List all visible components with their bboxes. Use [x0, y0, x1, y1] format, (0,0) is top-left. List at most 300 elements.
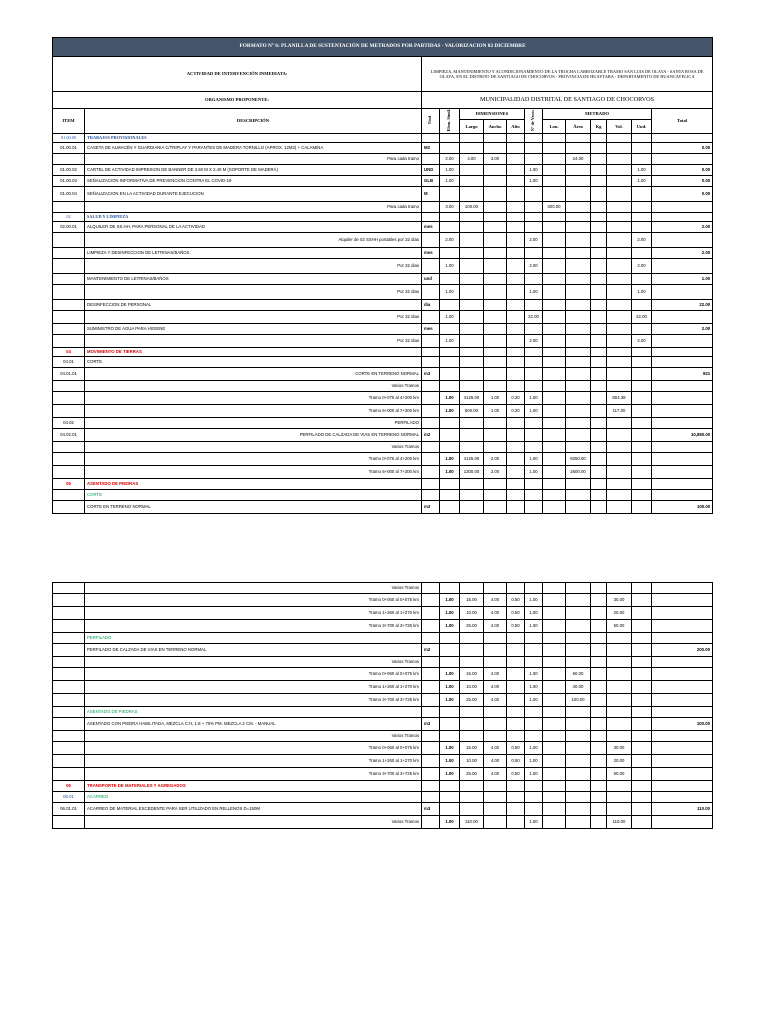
cell-und: dia [422, 300, 440, 311]
cell-lon [543, 490, 566, 501]
cell-alto [507, 134, 525, 143]
cell-desc: SEÑALIZACION INFORMATIVA DE PREVENCION CONTRA EL COVID-19 [85, 176, 422, 187]
cell-und2: 1.00 [632, 165, 652, 176]
cell-lon [543, 357, 566, 368]
cell-alto [507, 213, 525, 222]
cell-und: m3 [422, 368, 440, 381]
cell-ancho [484, 222, 507, 233]
organismo-value: MUNICIPALIDAD DISTRITAL DE SANTIAGO DE CHOCORVOS [422, 92, 713, 109]
cell-vol [607, 357, 632, 368]
cell-kg [591, 248, 607, 259]
cell-vol [607, 324, 632, 335]
cell-total [652, 311, 713, 324]
cell-alto: 0.20 [507, 405, 525, 418]
cell-vol [607, 274, 632, 285]
cell-desc: Tramo 0+060 al 0+075 km [85, 594, 422, 607]
cell-veces: 1.00 [525, 392, 543, 405]
cell-alto: 0.50 [507, 607, 525, 620]
cell-elem [440, 644, 460, 657]
cell-veces [525, 134, 543, 143]
cell-und [422, 335, 440, 348]
cell-elem [440, 442, 460, 453]
cell-elem: 1.00 [440, 607, 460, 620]
cell-item [53, 707, 85, 718]
cell-veces [525, 442, 543, 453]
col-alto: Alto [507, 120, 525, 134]
cell-lon [543, 143, 566, 154]
cell-vol [607, 731, 632, 742]
table-row [53, 233, 713, 248]
cell-und [422, 694, 440, 707]
cell-kg [591, 803, 607, 816]
cell-area [566, 274, 591, 285]
cell-area [566, 202, 591, 213]
cell-desc: ASENTADO CON PIEDRA HABILITADA, MEZCLA C:H, 1:8 + 70% PM. MEZCLA 2 CM. - MANUAL [85, 718, 422, 731]
cell-alto [507, 357, 525, 368]
cell-vol [607, 187, 632, 202]
cell-elem: 1.00 [440, 285, 460, 300]
cell-kg [591, 657, 607, 668]
cell-largo [460, 143, 484, 154]
cell-area [566, 742, 591, 755]
cell-area [566, 657, 591, 668]
cell-kg [591, 154, 607, 165]
cell-alto [507, 792, 525, 803]
cell-largo [460, 418, 484, 429]
cell-total: 22.00 [652, 300, 713, 311]
cell-alto [507, 657, 525, 668]
cell-lon [543, 479, 566, 490]
cell-kg [591, 453, 607, 466]
cell-largo: 4125.00 [460, 453, 484, 466]
cell-kg [591, 479, 607, 490]
cell-kg [591, 742, 607, 755]
cell-kg [591, 620, 607, 633]
cell-area [566, 335, 591, 348]
cell-lon [543, 381, 566, 392]
cell-elem: 1.00 [440, 176, 460, 187]
cell-alto [507, 300, 525, 311]
cell-ancho [484, 311, 507, 324]
cell-und2 [632, 644, 652, 657]
cell-und2 [632, 633, 652, 644]
col-largo: Largo [460, 120, 484, 134]
cell-kg [591, 165, 607, 176]
cell-und: und [422, 274, 440, 285]
cell-kg [591, 816, 607, 829]
cell-alto [507, 335, 525, 348]
cell-area [566, 311, 591, 324]
cell-vol [607, 792, 632, 803]
cell-area [566, 285, 591, 300]
page-1-rows [53, 134, 713, 514]
cell-und [422, 381, 440, 392]
cell-und2 [632, 429, 652, 442]
cell-elem [440, 803, 460, 816]
cell-area [566, 187, 591, 202]
cell-total [652, 154, 713, 165]
cell-elem [440, 718, 460, 731]
cell-area [566, 594, 591, 607]
cell-kg [591, 768, 607, 781]
cell-item [53, 453, 85, 466]
cell-item [53, 501, 85, 514]
cell-und [422, 657, 440, 668]
cell-alto [507, 285, 525, 300]
cell-und [422, 442, 440, 453]
cell-item [53, 381, 85, 392]
cell-alto [507, 707, 525, 718]
cell-area [566, 176, 591, 187]
cell-area [566, 718, 591, 731]
cell-vol: 30.00 [607, 742, 632, 755]
cell-und [422, 392, 440, 405]
cell-alto [507, 466, 525, 479]
cell-und [422, 134, 440, 143]
cell-largo [460, 248, 484, 259]
cell-vol [607, 453, 632, 466]
cell-total [652, 453, 713, 466]
cell-ancho [484, 348, 507, 357]
cell-item: 06.01 [53, 792, 85, 803]
cell-item: 04.02 [53, 418, 85, 429]
cell-area [566, 707, 591, 718]
cell-lon [543, 165, 566, 176]
cell-largo [460, 259, 484, 274]
cell-vol [607, 248, 632, 259]
cell-item [53, 657, 85, 668]
cell-desc: ASENTADO DE PIEDRAS [85, 707, 422, 718]
cell-vol [607, 233, 632, 248]
cell-veces [525, 213, 543, 222]
cell-area: 100.00 [566, 694, 591, 707]
cell-item [53, 324, 85, 335]
cell-elem: 1.00 [440, 694, 460, 707]
cell-largo [460, 718, 484, 731]
table-row [53, 620, 713, 633]
cell-desc: Por 32 dias [85, 259, 422, 274]
cell-item: 01.00.02 [53, 165, 85, 176]
cell-desc: CARTEL DE ACTIVIDAD IMPRESION DE BANNER DE 3.60 M X 2.40 M (SOPORTE DE MADERA) [85, 165, 422, 176]
cell-ancho [484, 583, 507, 594]
cell-item: 02.00.01 [53, 222, 85, 233]
table-row [53, 792, 713, 803]
cell-vol: 20.00 [607, 755, 632, 768]
cell-area [566, 418, 591, 429]
cell-lon [543, 707, 566, 718]
cell-vol: 117.00 [607, 405, 632, 418]
cell-und: m3 [422, 803, 440, 816]
cell-total: 921 [652, 368, 713, 381]
cell-item [53, 233, 85, 248]
table-row [53, 357, 713, 368]
cell-largo [460, 233, 484, 248]
table-row [53, 202, 713, 213]
cell-desc: ASENTADO DE PIEDRAS [85, 479, 422, 490]
cell-vol [607, 222, 632, 233]
cell-und [422, 418, 440, 429]
cell-largo: 10.00 [460, 755, 484, 768]
cell-alto [507, 501, 525, 514]
cell-veces [525, 202, 543, 213]
cell-item: 06.01.01 [53, 803, 85, 816]
cell-und2 [632, 357, 652, 368]
cell-desc: SUMINISTRO DE AGUA PARA HIGIENE [85, 324, 422, 335]
cell-und2 [632, 274, 652, 285]
table-row [53, 176, 713, 187]
table-row [53, 781, 713, 792]
cell-desc: Por 32 dias [85, 311, 422, 324]
cell-und2 [632, 607, 652, 620]
cell-ancho [484, 707, 507, 718]
cell-total [652, 233, 713, 248]
cell-largo [460, 583, 484, 594]
cell-vol: 30.00 [607, 594, 632, 607]
table-row [53, 381, 713, 392]
cell-kg [591, 143, 607, 154]
cell-largo [460, 176, 484, 187]
cell-elem [440, 300, 460, 311]
cell-kg [591, 348, 607, 357]
table-row [53, 668, 713, 681]
cell-und2 [632, 300, 652, 311]
table-row [53, 285, 713, 300]
cell-total: 0.00 [652, 143, 713, 154]
table-row [53, 501, 713, 514]
cell-desc: Por 32 dias [85, 285, 422, 300]
cell-desc: SEÑALIZACION EN LA ACTIVIDAD DURANTE EJECUCION [85, 187, 422, 202]
cell-desc: Tramo 0+075 al 4+200 km [85, 453, 422, 466]
cell-und2 [632, 742, 652, 755]
cell-und2 [632, 418, 652, 429]
cell-veces [525, 501, 543, 514]
cell-veces [525, 348, 543, 357]
cell-und [422, 620, 440, 633]
cell-item [53, 594, 85, 607]
cell-und [422, 731, 440, 742]
cell-vol [607, 335, 632, 348]
cell-und: mes [422, 324, 440, 335]
cell-vol: 110.00 [607, 816, 632, 829]
cell-desc: Varios Tramos [85, 583, 422, 594]
cell-area: 8250.00 [566, 453, 591, 466]
cell-und [422, 668, 440, 681]
cell-vol [607, 418, 632, 429]
cell-und2 [632, 381, 652, 392]
cell-total: 100.00 [652, 501, 713, 514]
cell-vol [607, 490, 632, 501]
sheet-title: FORMATO N° 6: PLANILLA DE SUSTENTACIÓN DE METRADOS POR PARTIDAS - VALORIZACION 02 DICIEMBRE [53, 38, 713, 57]
cell-largo [460, 134, 484, 143]
cell-ancho [484, 233, 507, 248]
cell-und [422, 453, 440, 466]
cell-item [53, 274, 85, 285]
cell-ancho: 4.00 [484, 607, 507, 620]
cell-vol [607, 694, 632, 707]
cell-veces: 1.00 [525, 607, 543, 620]
cell-elem [440, 222, 460, 233]
cell-und [422, 213, 440, 222]
cell-alto [507, 248, 525, 259]
cell-desc: Para cada tramo [85, 202, 422, 213]
cell-und [422, 405, 440, 418]
cell-veces: 1.00 [525, 285, 543, 300]
cell-ancho [484, 803, 507, 816]
cell-item [53, 681, 85, 694]
cell-item [53, 583, 85, 594]
cell-veces: 1.00 [525, 453, 543, 466]
cell-total [652, 381, 713, 392]
cell-total [652, 335, 713, 348]
cell-total [652, 607, 713, 620]
cell-elem [440, 248, 460, 259]
cell-und: UND [422, 165, 440, 176]
table-row [53, 324, 713, 335]
cell-largo [460, 285, 484, 300]
cell-kg [591, 381, 607, 392]
cell-veces [525, 248, 543, 259]
col-ancho: Ancho [484, 120, 507, 134]
table-row [53, 165, 713, 176]
cell-lon [543, 607, 566, 620]
cell-largo: 600.00 [460, 405, 484, 418]
cell-ancho [484, 335, 507, 348]
cell-ancho [484, 213, 507, 222]
cell-ancho: 4.00 [484, 620, 507, 633]
cell-und2 [632, 816, 652, 829]
cell-vol [607, 348, 632, 357]
cell-veces [525, 429, 543, 442]
table-row [53, 479, 713, 490]
cell-largo [460, 381, 484, 392]
cell-desc: CORTE [85, 490, 422, 501]
cell-veces: 1.00 [525, 176, 543, 187]
cell-lon [543, 803, 566, 816]
cell-vol [607, 176, 632, 187]
cell-elem [440, 490, 460, 501]
cell-kg [591, 176, 607, 187]
cell-vol [607, 657, 632, 668]
cell-elem [440, 633, 460, 644]
col-und2: Und. [632, 120, 652, 134]
cell-area: 2600.00 [566, 466, 591, 479]
cell-largo: 110.00 [460, 816, 484, 829]
cell-desc: Tramo 1+260 al 1+270 km [85, 755, 422, 768]
cell-und2 [632, 707, 652, 718]
cell-area [566, 490, 591, 501]
cell-vol [607, 668, 632, 681]
cell-item: 01.00.04 [53, 187, 85, 202]
cell-largo: 25.00 [460, 620, 484, 633]
cell-lon [543, 259, 566, 274]
cell-und [422, 768, 440, 781]
cell-und [422, 681, 440, 694]
cell-total [652, 707, 713, 718]
cell-veces [525, 731, 543, 742]
cell-item [53, 644, 85, 657]
cell-elem [440, 213, 460, 222]
cell-und [422, 466, 440, 479]
cell-elem: 1.00 [440, 620, 460, 633]
cell-lon [543, 285, 566, 300]
col-dimensiones: DIMENSIONES [460, 109, 525, 120]
cell-und2 [632, 134, 652, 143]
cell-area [566, 501, 591, 514]
cell-alto [507, 490, 525, 501]
cell-ancho [484, 418, 507, 429]
cell-kg [591, 781, 607, 792]
cell-und2 [632, 143, 652, 154]
cell-area [566, 368, 591, 381]
cell-elem [440, 731, 460, 742]
cell-desc: Varios Tramos [85, 381, 422, 392]
cell-veces [525, 707, 543, 718]
cell-desc: PERFILADO DE CALZADA DE VIAS EN TERRENO NORMAL [85, 429, 422, 442]
cell-desc: Tramo 3+700 al 3+725 km [85, 620, 422, 633]
cell-alto [507, 429, 525, 442]
cell-vol [607, 381, 632, 392]
cell-und [422, 233, 440, 248]
cell-largo [460, 165, 484, 176]
cell-alto [507, 233, 525, 248]
cell-desc: Tramo 1+260 al 1+270 km [85, 607, 422, 620]
cell-ancho: 4.00 [484, 694, 507, 707]
cell-total [652, 742, 713, 755]
cell-largo [460, 300, 484, 311]
cell-lon [543, 274, 566, 285]
cell-ancho: 4.00 [484, 594, 507, 607]
col-metrado: METRADO [543, 109, 652, 120]
cell-largo [460, 311, 484, 324]
cell-total: 2.00 [652, 222, 713, 233]
cell-ancho: 2.00 [484, 466, 507, 479]
cell-alto: 0.50 [507, 594, 525, 607]
cell-kg [591, 694, 607, 707]
cell-desc: PERFILADO [85, 418, 422, 429]
cell-largo [460, 781, 484, 792]
table-row [53, 490, 713, 501]
cell-und [422, 490, 440, 501]
cell-elem: 1.00 [440, 466, 460, 479]
cell-veces: 1.00 [525, 742, 543, 755]
cell-desc: CORTE [85, 357, 422, 368]
col-vol: Vol. [607, 120, 632, 134]
cell-elem: 1.00 [440, 816, 460, 829]
cell-vol [607, 442, 632, 453]
table-row [53, 274, 713, 285]
cell-kg [591, 418, 607, 429]
cell-desc: Para cada tramo [85, 154, 422, 165]
cell-alto [507, 368, 525, 381]
cell-total [652, 755, 713, 768]
table-row [53, 707, 713, 718]
table-row [53, 134, 713, 143]
cell-kg [591, 134, 607, 143]
cell-kg [591, 792, 607, 803]
cell-item: 04.01.01 [53, 368, 85, 381]
cell-vol [607, 285, 632, 300]
cell-veces [525, 633, 543, 644]
cell-elem [440, 368, 460, 381]
cell-total [652, 694, 713, 707]
table-row [53, 392, 713, 405]
cell-ancho [484, 633, 507, 644]
cell-item [53, 694, 85, 707]
cell-lon [543, 768, 566, 781]
cell-area [566, 165, 591, 176]
cell-total [652, 348, 713, 357]
cell-vol: 804.38 [607, 392, 632, 405]
